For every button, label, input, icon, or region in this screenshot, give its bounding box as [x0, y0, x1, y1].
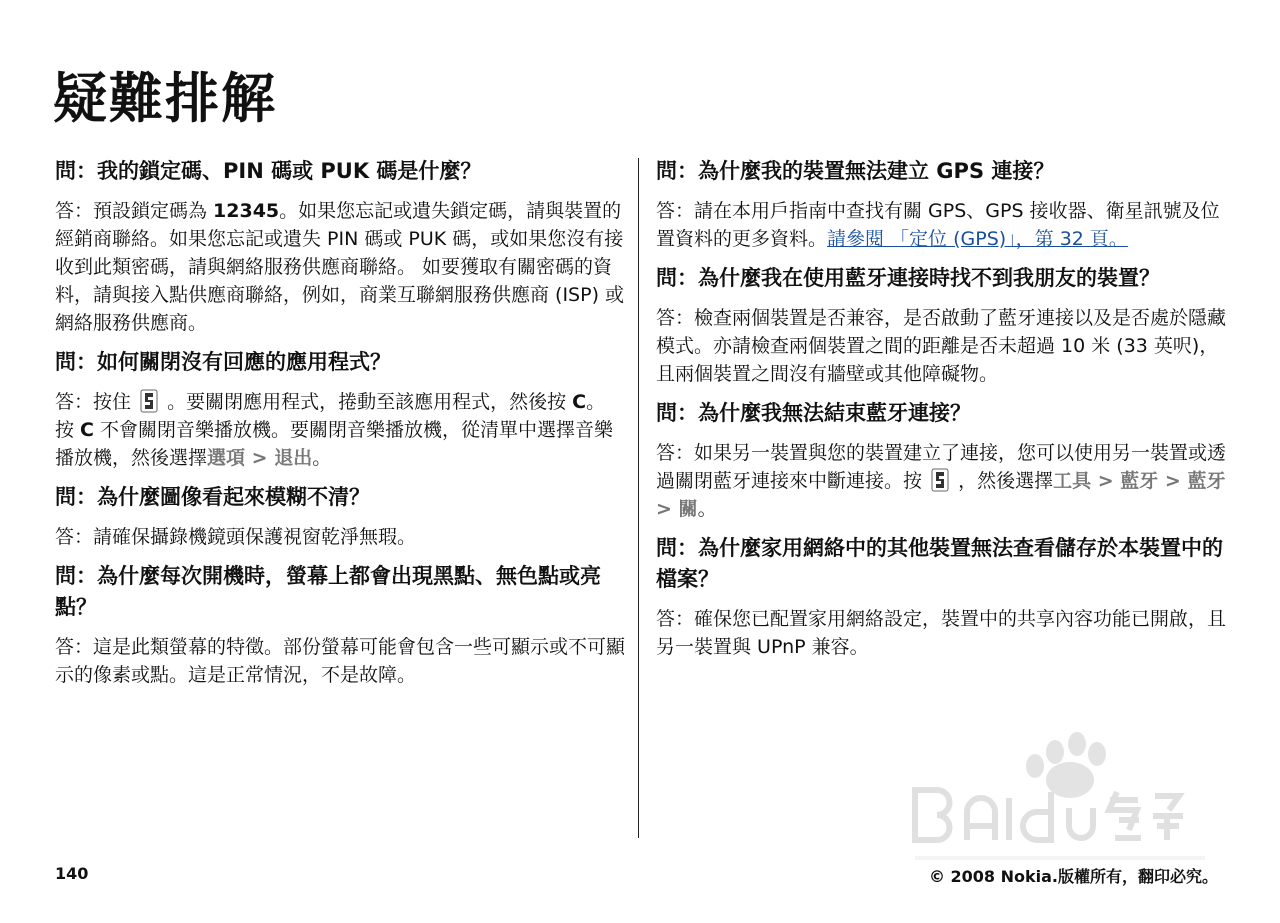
menu-key-icon	[930, 467, 950, 493]
answer-text: 答：請在本用戶指南中查找有關 GPS、GPS 接收器、衛星訊號及位置資料的更多資料。	[656, 200, 1220, 250]
copyright-notice: © 2008 Nokia.版權所有，翻印必究。	[928, 867, 1218, 886]
question-lock-code: 問：我的鎖定碼、PIN 碼或 PUK 碼是什麼？	[55, 159, 482, 183]
answer-text: 答：按住	[55, 391, 138, 413]
c-key: C	[572, 391, 587, 413]
page-title: 疑難排解	[53, 67, 277, 130]
menu-bluetooth: 藍牙	[1187, 470, 1226, 492]
answer-close-app	[55, 388, 627, 472]
answer-home-network: 答：確保您已配置家用網絡設定，裝置中的共享內容功能已開啟，且另一裝置與 UPnP 兼容。	[656, 608, 1227, 658]
answer-text: 答：預設鎖定碼為	[55, 200, 214, 222]
menu-separator: >	[656, 498, 679, 520]
question-bluetooth-end: 問：為什麼我無法結束藍牙連接？	[656, 401, 971, 425]
answer-screen-dots: 答：這是此類螢幕的特徵。部份螢幕可能會包含一些可顯示或不可顯示的像素或點。這是正常情況，不是故障。	[55, 636, 626, 686]
menu-separator: >	[245, 447, 275, 469]
answer-text: 。要關閉應用程式，捲動至該應用程式，然後按	[161, 391, 573, 413]
gps-reference-link[interactable]: 請參閱 「定位 (GPS)」，第 32 頁。	[827, 228, 1128, 250]
question-gps: 問：為什麼我的裝置無法建立 GPS 連接？	[656, 159, 1055, 183]
menu-tools: 工具	[1053, 470, 1092, 492]
answer-text: ，然後選擇	[952, 470, 1054, 492]
answer-text: 。	[312, 447, 332, 469]
column-divider	[638, 158, 639, 838]
question-close-app: 問：如何關閉沒有回應的應用程式？	[55, 350, 391, 374]
menu-exit: 退出	[274, 447, 313, 469]
answer-text: 不會關閉音樂播放機。要關閉音樂播放機，從清單中選擇音樂播放機，然後選擇	[55, 419, 614, 469]
menu-options: 選項	[207, 447, 246, 469]
question-bluetooth-find: 問：為什麼我在使用藍牙連接時找不到我朋友的裝置？	[656, 266, 1160, 290]
question-screen-dots: 問：為什麼每次開機時，螢幕上都會出現黑點、無色點或亮點？	[55, 564, 601, 619]
answer-text: 。 按	[55, 391, 606, 441]
menu-off: 關	[678, 498, 698, 520]
menu-separator: >	[1091, 470, 1121, 492]
answer-text: 。如果您忘記或遺失鎖定碼，請與裝置的經銷商聯絡。如果您忘記或遺失 PIN 碼或 PUK 碼，或如果您沒有接收到此類密碼，請與網絡服務供應商聯絡。 如要獲取有關密碼的資料，請與接入點供應商聯絡，例如，商業互聯網服務供應商 (ISP) 或網絡服務供應商。	[55, 200, 625, 334]
answer-gps	[656, 197, 1228, 253]
answer-text: 答：如果另一裝置與您的裝置建立了連接，您可以使用另一裝置或透過關閉藍牙連接來中斷連接。按	[656, 442, 1227, 492]
answer-bluetooth-end	[656, 439, 1228, 523]
menu-bluetooth: 藍牙	[1120, 470, 1159, 492]
page-number: 140	[55, 864, 89, 883]
c-key: C	[80, 419, 94, 441]
default-lock-code: 12345	[213, 200, 280, 222]
answer-lock-code	[55, 197, 627, 337]
question-blurry-image: 問：為什麼圖像看起來模糊不清？	[55, 485, 370, 509]
answer-text: 。	[697, 498, 717, 520]
right-column	[656, 156, 1228, 671]
menu-key-icon	[139, 388, 159, 414]
answer-blurry-image: 答：請確保攝錄機鏡頭保護視窗乾淨無瑕。	[55, 526, 417, 548]
baidu-watermark-logo	[905, 730, 1215, 880]
menu-separator: >	[1158, 470, 1188, 492]
left-column	[55, 156, 627, 699]
question-home-network: 問：為什麼家用網絡中的其他裝置無法查看儲存於本裝置中的檔案？	[656, 536, 1223, 591]
answer-bluetooth-find: 答：檢查兩個裝置是否兼容，是否啟動了藍牙連接以及是否處於隱藏模式。亦請檢查兩個裝置之間的距離是否未超過 10 米 (33 英呎)，且兩個裝置之間沒有牆壁或其他障礙物。	[656, 307, 1227, 385]
